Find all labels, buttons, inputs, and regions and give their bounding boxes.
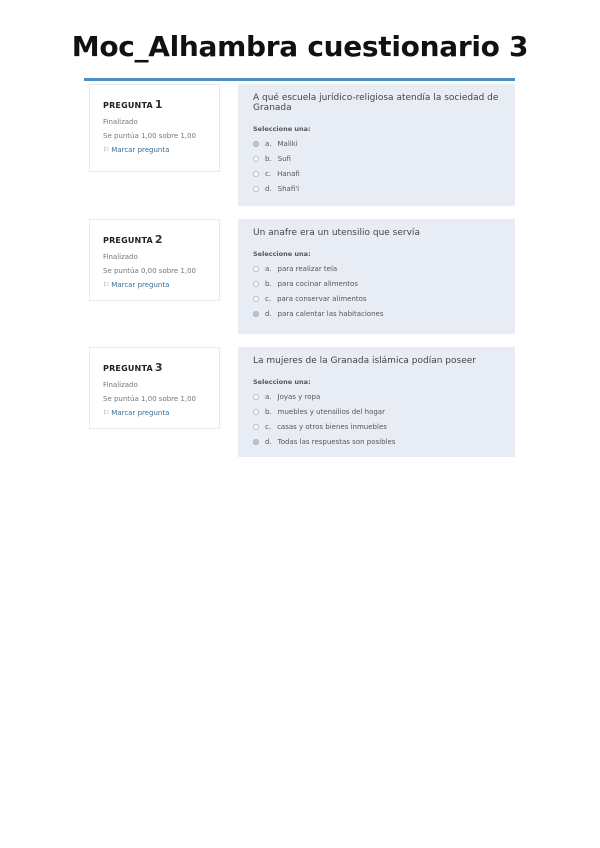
answer-prompt: Seleccione una:: [253, 250, 311, 258]
answer-option[interactable]: [253, 140, 501, 148]
option-letter: d.: [265, 310, 272, 318]
answer-prompt: Seleccione una:: [253, 378, 311, 386]
option-letter: c.: [265, 170, 272, 178]
question-text: A qué escuela jurídico-religiosa atendía la sociedad de Granada: [253, 93, 499, 113]
question-text: La mujeres de la Granada islámica podían poseer: [253, 356, 476, 366]
option-text: Sufi: [277, 155, 291, 163]
option-text: muebles y utensilios del hogar: [277, 408, 385, 416]
flag-icon: ⚐: [103, 281, 110, 289]
flag-label: Marcar pregunta: [111, 409, 170, 417]
question-status: Finalizado: [103, 118, 138, 126]
answer-option[interactable]: [253, 265, 501, 273]
option-text: Shafi'i: [277, 185, 300, 193]
answer-option[interactable]: [253, 185, 501, 193]
option-letter: b.: [265, 280, 272, 288]
option-letter: b.: [265, 155, 272, 163]
radio-button[interactable]: [253, 409, 259, 415]
radio-button[interactable]: [253, 156, 259, 162]
question-status: Finalizado: [103, 253, 138, 261]
question-text: Un anafre era un utensilio que servía: [253, 228, 420, 238]
question-info-panel: [89, 84, 220, 172]
question-info-panel: [89, 219, 220, 301]
answer-option[interactable]: [253, 310, 501, 318]
flag-icon: ⚐: [103, 409, 110, 417]
option-text: para calentar las habitaciones: [277, 310, 384, 318]
radio-button[interactable]: [253, 311, 259, 317]
option-letter: a.: [265, 265, 272, 273]
flag-question-link[interactable]: [103, 409, 211, 417]
option-text: casas y otros bienes inmuebles: [277, 423, 387, 431]
answer-prompt: Seleccione una:: [253, 125, 311, 133]
radio-button[interactable]: [253, 171, 259, 177]
answer-option[interactable]: [253, 393, 501, 401]
flag-label: Marcar pregunta: [111, 146, 170, 154]
option-text: para cocinar alimentos: [277, 280, 358, 288]
radio-button[interactable]: [253, 296, 259, 302]
radio-button[interactable]: [253, 394, 259, 400]
option-letter: a.: [265, 140, 272, 148]
option-letter: b.: [265, 408, 272, 416]
option-text: Hanafi: [277, 170, 300, 178]
question-content: [238, 347, 515, 457]
answer-option[interactable]: [253, 423, 501, 431]
flag-question-link[interactable]: [103, 146, 211, 154]
question-info-panel: [89, 347, 220, 429]
option-letter: a.: [265, 393, 272, 401]
answer-option[interactable]: [253, 280, 501, 288]
flag-label: Marcar pregunta: [111, 281, 170, 289]
option-text: Maliki: [277, 140, 298, 148]
radio-button[interactable]: [253, 281, 259, 287]
question-number: 1: [154, 98, 163, 111]
option-letter: d.: [265, 438, 272, 446]
title-underline: [84, 78, 515, 81]
answer-option[interactable]: [253, 155, 501, 163]
flag-question-link[interactable]: [103, 281, 211, 289]
question-label: PREGUNTA: [103, 101, 153, 110]
question-number: 2: [154, 233, 163, 246]
option-letter: c.: [265, 295, 272, 303]
question-score: Se puntúa 0,00 sobre 1,00: [103, 267, 197, 275]
question-status: Finalizado: [103, 381, 138, 389]
question-content: [238, 84, 515, 206]
answer-option[interactable]: [253, 170, 501, 178]
answer-option[interactable]: [253, 295, 501, 303]
radio-button[interactable]: [253, 186, 259, 192]
document-title: Moc_Alhambra cuestionario 3: [71, 30, 529, 63]
option-letter: d.: [265, 185, 272, 193]
option-text: para realizar tela: [277, 265, 338, 273]
question-number: 3: [154, 361, 163, 374]
radio-button[interactable]: [253, 424, 259, 430]
question-content: [238, 219, 515, 334]
question-label: PREGUNTA: [103, 364, 153, 373]
radio-button[interactable]: [253, 266, 259, 272]
question-score: Se puntúa 1,00 sobre 1,00: [103, 132, 197, 140]
option-text: Todas las respuestas son posibles: [277, 438, 396, 446]
radio-button[interactable]: [253, 141, 259, 147]
question-label: PREGUNTA: [103, 236, 153, 245]
question-score: Se puntúa 1,00 sobre 1,00: [103, 395, 197, 403]
option-letter: c.: [265, 423, 272, 431]
option-text: para conservar alimentos: [277, 295, 367, 303]
flag-icon: ⚐: [103, 146, 110, 154]
answer-option[interactable]: [253, 408, 501, 416]
option-text: Joyas y ropa: [277, 393, 321, 401]
radio-button[interactable]: [253, 439, 259, 445]
answer-option[interactable]: [253, 438, 501, 446]
